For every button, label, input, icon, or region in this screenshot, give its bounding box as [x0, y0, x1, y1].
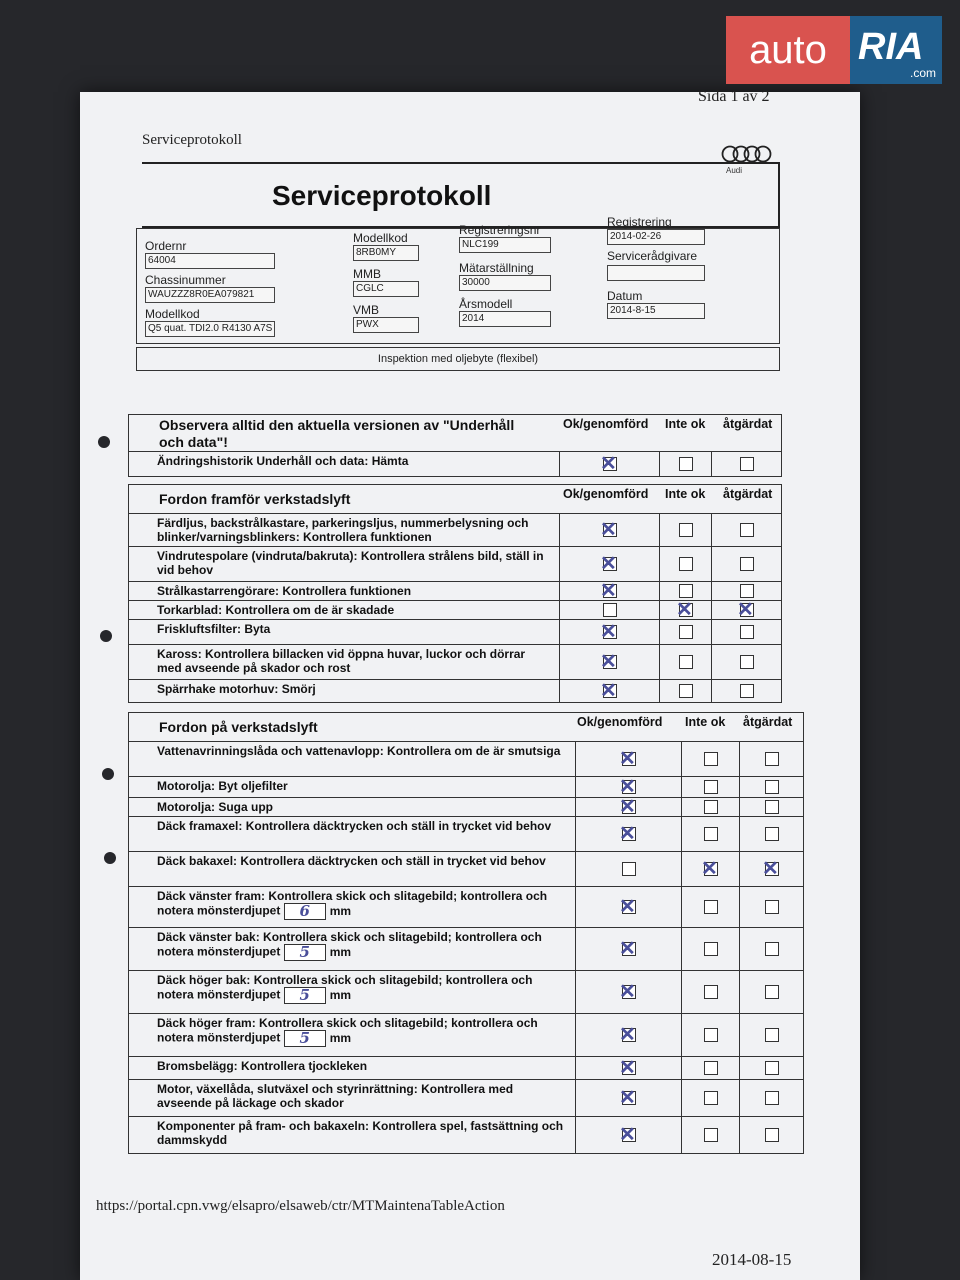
checkbox-cell-not-ok [681, 817, 740, 851]
checkbox-ok[interactable] [622, 942, 636, 956]
checkbox-cell-fixed [711, 620, 782, 644]
checklist-row [129, 817, 803, 852]
tread-depth-field[interactable]: 6 [284, 903, 326, 920]
matarstallning-field: 30000 [459, 275, 551, 291]
checkbox-fixed[interactable] [740, 523, 754, 537]
row-label-text: Motorolja: Byt oljefilter [157, 779, 288, 793]
col-not-ok-header: Inte ok [685, 715, 726, 729]
checkbox-cell-not-ok [681, 798, 740, 816]
checkbox-cell-ok [559, 452, 660, 476]
checkbox-cell-ok [559, 547, 660, 581]
checklist-row-label [157, 854, 569, 868]
arsmodell-field: 2014 [459, 311, 551, 327]
checkbox-cell-not-ok [681, 1117, 740, 1153]
checkbox-not-ok[interactable] [679, 523, 693, 537]
checklist-row [129, 620, 781, 645]
checklist-row-label [157, 682, 553, 696]
checkbox-cell-fixed [739, 798, 804, 816]
checkbox-cell-fixed [739, 1080, 804, 1116]
checkbox-cell-fixed [739, 852, 804, 886]
col-fixed-header: åtgärdat [723, 487, 773, 501]
checkbox-fixed[interactable] [740, 557, 754, 571]
checkbox-not-ok[interactable] [679, 557, 693, 571]
row-label-text: Kaross: Kontrollera billacken vid öppna huvar, luckor och dörrar med avseende på skador och rost [157, 647, 526, 675]
checklist-row-label [157, 516, 553, 544]
logo-domain-text: .com [909, 66, 936, 80]
checklist-row [129, 928, 803, 971]
checkbox-cell-fixed [739, 817, 804, 851]
checkbox-cell-ok [575, 1080, 682, 1116]
checkbox-ok[interactable] [622, 780, 636, 794]
row-label-text: Vattenavrinningslåda och vattenavlopp: Kontrollera om de är smutsiga [157, 744, 561, 758]
checklist-row-label [157, 647, 553, 675]
logo-ria-block [850, 16, 942, 84]
section-on-lift [128, 712, 804, 1154]
row-label-text: Friskluftsfilter: Byta [157, 622, 271, 636]
checkbox-fixed[interactable] [765, 1028, 779, 1042]
ordernr-label: Ordernr [145, 239, 187, 253]
datum-field: 2014-8-15 [607, 303, 705, 319]
checkbox-cell-not-ok [659, 601, 712, 619]
checkbox-cell-ok [559, 645, 660, 679]
col-fixed-header: åtgärdat [723, 417, 773, 431]
checkbox-ok[interactable] [603, 584, 617, 598]
tread-depth-field[interactable]: 5 [284, 944, 326, 961]
checkbox-fixed[interactable] [765, 1061, 779, 1075]
checkbox-cell-fixed [739, 971, 804, 1013]
inspection-type: Inspektion med oljebyte (flexibel) [136, 347, 780, 371]
modellkod-left-field: Q5 quat. TDI2.0 R4130 A7S [145, 321, 275, 337]
mmb-field: CGLC [353, 281, 419, 297]
service-protocol-sheet [80, 88, 860, 1280]
section-observe-header [129, 415, 781, 452]
checkbox-cell-not-ok [681, 742, 740, 776]
section-before-lift-title: Fordon framför verkstadslyft [159, 491, 351, 507]
checkbox-cell-ok [559, 514, 660, 546]
vmb-field: PWX [353, 317, 419, 333]
checklist-row [129, 645, 781, 680]
checkbox-cell-ok [575, 742, 682, 776]
checkbox-cell-not-ok [659, 514, 712, 546]
checkbox-cell-fixed [739, 887, 804, 927]
checkbox-cell-ok [559, 582, 660, 600]
registrering-field: 2014-02-26 [607, 229, 705, 245]
checkbox-ok[interactable] [622, 862, 636, 876]
checkbox-cell-ok [575, 1117, 682, 1153]
checkbox-cell-not-ok [681, 852, 740, 886]
binder-hole [98, 436, 110, 448]
footer-url: https://portal.cpn.vwg/elsapro/elsaweb/ctr/MTMaintenaTableAction [96, 1198, 505, 1214]
section-observe-rows [129, 452, 781, 476]
modellkod-field: 8RB0MY [353, 245, 419, 261]
arsmodell-label: Årsmodell [459, 297, 513, 311]
checklist-row [129, 514, 781, 547]
section-on-lift-rows [129, 742, 803, 1153]
col-fixed-header: åtgärdat [743, 715, 793, 729]
row-label-text: Däck höger bak: Kontrollera skick och slitagebild; kontrollera och notera mönsterdjupet [157, 973, 533, 1002]
checkbox-ok[interactable] [622, 1091, 636, 1105]
checkbox-ok[interactable] [603, 655, 617, 669]
checkbox-cell-not-ok [681, 971, 740, 1013]
checkbox-ok[interactable] [622, 827, 636, 841]
checkbox-not-ok[interactable] [679, 655, 693, 669]
checkbox-ok[interactable] [603, 625, 617, 639]
checkbox-cell-not-ok [681, 928, 740, 970]
checklist-row [129, 887, 803, 928]
checkbox-cell-fixed [739, 742, 804, 776]
audi-brand-text: Audi [726, 166, 743, 175]
serviceradgivare-field [607, 265, 705, 281]
tread-depth-unit: mm [329, 987, 352, 1002]
registreringsnr-label: Registreringsnr [459, 223, 541, 237]
registreringsnr-field: NLC199 [459, 237, 551, 253]
page-number: Sida 1 av 2 [698, 88, 770, 105]
audi-rings-icon [720, 144, 774, 164]
col-not-ok-header: Inte ok [665, 417, 706, 431]
modellkod-left-label: Modellkod [145, 307, 200, 321]
tread-depth-unit: mm [329, 1030, 352, 1045]
checklist-row [129, 1080, 803, 1117]
checkbox-cell-not-ok [681, 887, 740, 927]
checkbox-cell-fixed [711, 547, 782, 581]
checkbox-fixed[interactable] [765, 862, 779, 876]
checklist-row [129, 798, 803, 817]
checkbox-not-ok[interactable] [679, 684, 693, 698]
checkbox-fixed[interactable] [765, 827, 779, 841]
checkbox-cell-fixed [739, 1057, 804, 1079]
checkbox-cell-not-ok [681, 1080, 740, 1116]
checklist-row-label [157, 584, 553, 598]
checkbox-cell-fixed [739, 1014, 804, 1056]
matarstallning-label: Mätarställning [459, 261, 534, 275]
section-observe [128, 414, 782, 477]
section-observe-title: Observera alltid den aktuella versionen av "Underhåll och data"! [159, 417, 515, 450]
page-title: Serviceprotokoll [272, 180, 492, 211]
tread-depth-field[interactable]: 5 [284, 1030, 326, 1047]
section-before-lift-rows [129, 514, 781, 702]
checkbox-cell-ok [575, 1057, 682, 1079]
checkbox-not-ok[interactable] [679, 457, 693, 471]
checkbox-not-ok[interactable] [679, 603, 693, 617]
ordernr-field: 64004 [145, 253, 275, 269]
checkbox-ok[interactable] [603, 523, 617, 537]
checkbox-fixed[interactable] [740, 684, 754, 698]
checkbox-ok[interactable] [603, 557, 617, 571]
checklist-row-label [157, 744, 569, 758]
checkbox-not-ok[interactable] [704, 1128, 718, 1142]
row-label-text: Däck bakaxel: Kontrollera däcktrycken och ställ in trycket vid behov [157, 854, 546, 868]
checkbox-cell-ok [575, 817, 682, 851]
binder-hole [102, 768, 114, 780]
binder-hole [104, 852, 116, 864]
checkbox-cell-ok [575, 1014, 682, 1056]
checkbox-cell-fixed [739, 777, 804, 797]
checkbox-fixed[interactable] [740, 584, 754, 598]
checkbox-cell-fixed [739, 1117, 804, 1153]
checklist-row [129, 1014, 803, 1057]
checklist-row [129, 1117, 803, 1153]
checklist-row-label [157, 1082, 569, 1110]
checkbox-not-ok[interactable] [704, 752, 718, 766]
checkbox-not-ok[interactable] [704, 862, 718, 876]
checklist-row [129, 777, 803, 798]
checkbox-not-ok[interactable] [704, 985, 718, 999]
checkbox-fixed[interactable] [765, 752, 779, 766]
checklist-row [129, 547, 781, 582]
checkbox-not-ok[interactable] [704, 900, 718, 914]
title-box [142, 162, 780, 228]
col-ok-header: Ok/genomförd [563, 487, 649, 501]
checkbox-cell-fixed [711, 601, 782, 619]
checkbox-cell-not-ok [659, 547, 712, 581]
checkbox-fixed[interactable] [765, 900, 779, 914]
checklist-row-label [157, 973, 569, 1004]
row-label-text: Motorolja: Suga upp [157, 800, 273, 814]
row-label-text: Färdljus, backstrålkastare, parkeringsljus, nummerbelysning och blinker/varningsblinkers: Kontrollera funktionen [157, 516, 529, 544]
checklist-row-label [157, 1059, 569, 1073]
checkbox-cell-not-ok [659, 620, 712, 644]
checkbox-not-ok[interactable] [704, 1028, 718, 1042]
checkbox-not-ok[interactable] [704, 1091, 718, 1105]
checklist-row [129, 1057, 803, 1080]
checkbox-cell-not-ok [659, 680, 712, 702]
checklist-row [129, 852, 803, 887]
header-small-title: Serviceprotokoll [142, 132, 242, 148]
checkbox-ok[interactable] [603, 603, 617, 617]
checkbox-fixed[interactable] [740, 625, 754, 639]
tread-depth-unit: mm [329, 903, 352, 918]
row-label-text: Komponenter på fram- och bakaxeln: Kontrollera spel, fastsättning och dammskydd [157, 1119, 564, 1147]
checkbox-fixed[interactable] [765, 985, 779, 999]
row-label-text: Däck vänster fram: Kontrollera skick och slitagebild; kontrollera och notera mönsterdjupet [157, 889, 548, 918]
checklist-row-label [157, 800, 569, 814]
checkbox-not-ok[interactable] [704, 827, 718, 841]
col-ok-header: Ok/genomförd [563, 417, 649, 431]
checklist-row-label [157, 1016, 569, 1047]
checkbox-cell-not-ok [681, 1057, 740, 1079]
tread-depth-unit: mm [329, 944, 352, 959]
checkbox-not-ok[interactable] [704, 800, 718, 814]
mmb-label: MMB [353, 267, 381, 281]
serviceradgivare-label: Servicerådgivare [607, 249, 698, 263]
checkbox-not-ok[interactable] [704, 942, 718, 956]
chassinummer-label: Chassinummer [145, 273, 226, 287]
checkbox-fixed[interactable] [740, 457, 754, 471]
checklist-row-label [157, 454, 553, 468]
row-label-text: Strålkastarrengörare: Kontrollera funktionen [157, 584, 412, 598]
chassinummer-field: WAUZZZ8R0EA079821 [145, 287, 275, 303]
registrering-label: Registrering [607, 215, 672, 229]
checkbox-ok[interactable] [622, 1028, 636, 1042]
row-label-text: Ändringshistorik Underhåll och data: Hämta [157, 454, 409, 468]
checkbox-ok[interactable] [622, 800, 636, 814]
checkbox-cell-fixed [711, 680, 782, 702]
checkbox-not-ok[interactable] [679, 584, 693, 598]
checkbox-fixed[interactable] [740, 603, 754, 617]
checkbox-fixed[interactable] [765, 1128, 779, 1142]
section-before-lift-header [129, 485, 781, 514]
tread-depth-field[interactable]: 5 [284, 987, 326, 1004]
checklist-row-label [157, 930, 569, 961]
checkbox-ok[interactable] [603, 684, 617, 698]
row-label-text: Däck vänster bak: Kontrollera skick och slitagebild; kontrollera och notera mönsterdjupet [157, 930, 542, 959]
checkbox-fixed[interactable] [765, 1091, 779, 1105]
row-label-text: Torkarblad: Kontrollera om de är skadade [157, 603, 395, 617]
checkbox-cell-fixed [739, 928, 804, 970]
row-label-text: Däck framaxel: Kontrollera däcktrycken och ställ in trycket vid behov [157, 819, 552, 833]
checkbox-cell-not-ok [659, 645, 712, 679]
checklist-row [129, 742, 803, 777]
checkbox-fixed[interactable] [740, 655, 754, 669]
checklist-row [129, 452, 781, 476]
checkbox-cell-ok [575, 928, 682, 970]
checklist-row [129, 601, 781, 620]
checklist-row-label [157, 549, 553, 577]
checkbox-cell-not-ok [681, 1014, 740, 1056]
checklist-row-label [157, 819, 569, 833]
checkbox-ok[interactable] [622, 752, 636, 766]
checkbox-ok[interactable] [603, 457, 617, 471]
checkbox-not-ok[interactable] [704, 1061, 718, 1075]
checkbox-ok[interactable] [622, 1128, 636, 1142]
logo-ria-text: RIA [858, 26, 924, 68]
checkbox-not-ok[interactable] [704, 780, 718, 794]
checklist-row-label [157, 603, 553, 617]
checklist-row [129, 680, 781, 702]
checkbox-ok[interactable] [622, 900, 636, 914]
vmb-label: VMB [353, 303, 380, 317]
checkbox-cell-ok [575, 887, 682, 927]
checkbox-fixed[interactable] [765, 942, 779, 956]
checkbox-fixed[interactable] [765, 780, 779, 794]
checkbox-cell-fixed [711, 514, 782, 546]
binder-hole [100, 630, 112, 642]
footer-date: 2014-08-15 [712, 1250, 792, 1269]
datum-label: Datum [607, 289, 643, 303]
checkbox-ok[interactable] [622, 1061, 636, 1075]
checkbox-cell-fixed [711, 645, 782, 679]
checkbox-not-ok[interactable] [679, 625, 693, 639]
section-before-lift [128, 484, 782, 703]
logo-auto-text: auto [726, 16, 850, 84]
modellkod-label: Modellkod [353, 231, 408, 245]
checkbox-cell-ok [575, 852, 682, 886]
checklist-row [129, 971, 803, 1014]
row-label-text: Motor, växellåda, slutväxel och styrinrättning: Kontrollera med avseende på läckage och skador [157, 1082, 514, 1110]
row-label-text: Spärrhake motorhuv: Smörj [157, 682, 316, 696]
row-label-text: Däck höger fram: Kontrollera skick och slitagebild; kontrollera och notera mönsterdjupet [157, 1016, 538, 1045]
checkbox-fixed[interactable] [765, 800, 779, 814]
checkbox-ok[interactable] [622, 985, 636, 999]
checkbox-cell-not-ok [681, 777, 740, 797]
col-not-ok-header: Inte ok [665, 487, 706, 501]
checkbox-cell-ok [559, 601, 660, 619]
vehicle-info-box [136, 215, 780, 344]
checkbox-cell-not-ok [659, 452, 712, 476]
checklist-row-label [157, 622, 553, 636]
checklist-row-label [157, 779, 569, 793]
checklist-row-label [157, 889, 569, 920]
checkbox-cell-ok [575, 798, 682, 816]
checklist-row-label [157, 1119, 569, 1147]
checkbox-cell-ok [559, 620, 660, 644]
row-label-text: Bromsbelägg: Kontrollera tjockleken [157, 1059, 368, 1073]
checkbox-cell-ok [575, 971, 682, 1013]
section-on-lift-header [129, 713, 803, 742]
section-on-lift-title: Fordon på verkstadslyft [159, 719, 318, 735]
checkbox-cell-ok [559, 680, 660, 702]
auto-ria-logo [726, 16, 942, 84]
col-ok-header: Ok/genomförd [577, 715, 663, 729]
row-label-text: Vindrutespolare (vindruta/bakruta): Kontrollera strålens bild, ställ in vid behov [157, 549, 544, 577]
checkbox-cell-fixed [711, 452, 782, 476]
